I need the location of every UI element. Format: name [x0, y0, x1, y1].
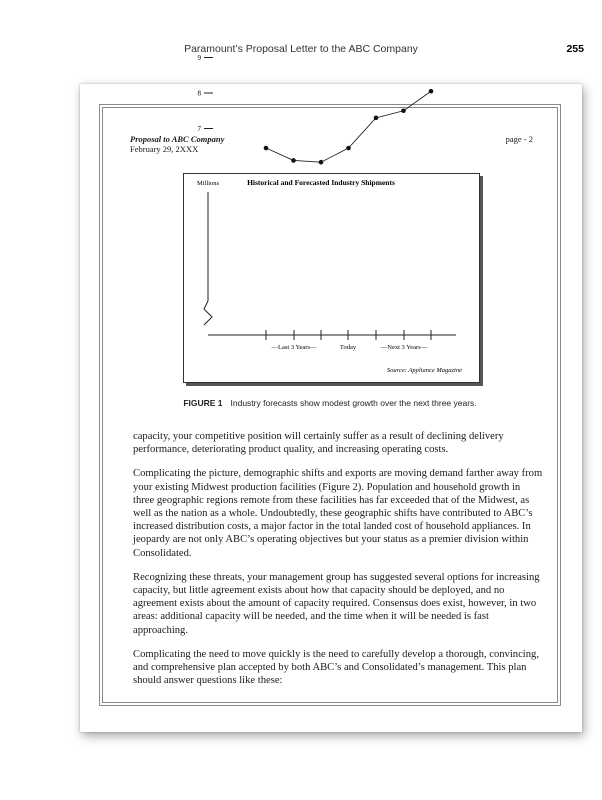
letter-page [80, 54, 582, 732]
x-tick-label: —Next 3 Years— [380, 344, 428, 351]
running-head [0, 43, 602, 59]
chart-title: Historical and Forecasted Industry Shipments [247, 178, 395, 187]
y-tick-label: 8 [197, 89, 201, 98]
chart-figure [183, 54, 480, 383]
y-tick-label: 7 [197, 125, 201, 133]
data-point [429, 89, 434, 94]
body-paragraph: Complicating the need to move quickly is the need to carefully develop a thorough, convincing, and comprehensive plan accepted by both ABC’s and Consolidated’s management. This plan should answer questions like these: [133, 648, 539, 687]
body-paragraph: Recognizing these threats, your management group has suggested several options for increasing capacity, but little agreement exists about how that capacity should be deployed, and no agreement exists about the amount of capacity required. Consensus does exist, however, in two areas: additional capacity will be needed, and the time when it will be needed is fast approaching. [133, 571, 540, 636]
chart-source: Source: Appliance Magazine [386, 367, 462, 374]
data-point [346, 146, 351, 151]
data-point [319, 160, 324, 165]
body-paragraph: Complicating the picture, demographic shifts and exports are moving demand farther away from your existing Midwest production facilities (Figure 2). Population and household growth in three geographic regions remote from these facilities has far exceeded that of the Midwest, as well as the nation as a whole. Undoubtedly, these geographic shifts have contributed to ABC’s increased distribution costs, a major factor in the total landed cost of household appliances. In jeopardy are not only ABC’s operating objectives but your status as a premier division within Consolidated. [133, 468, 543, 559]
x-tick-label: Today [339, 344, 357, 351]
memo-date: February 29, 2XXX [130, 144, 199, 154]
y-axis-break [204, 301, 212, 325]
memo-header [130, 134, 530, 154]
figure-caption-text: Industry forecasts show modest growth over the next three years. [230, 398, 477, 408]
data-point [291, 158, 296, 163]
page-number: 255 [566, 43, 584, 55]
letter-body [133, 430, 543, 698]
figure-label: FIGURE 1 [183, 398, 223, 408]
memo-page-label: page - 2 [505, 134, 533, 144]
data-point [374, 116, 379, 121]
x-tick-label: —Last 3 Years— [271, 344, 317, 351]
chart-ylabel: Millions [197, 180, 220, 187]
line-chart [184, 54, 479, 382]
memo-recipient: Proposal to ABC Company [130, 134, 225, 144]
body-paragraph: capacity, your competitive position will certainly suffer as a result of declining delivery performance, deteriorating product quality, and increasing operating costs. [133, 431, 504, 456]
running-head-title: Paramount’s Proposal Letter to the ABC Company [184, 43, 418, 55]
figure-caption [130, 398, 530, 408]
data-point [401, 108, 406, 113]
data-point [264, 146, 269, 151]
y-tick-label: 9 [197, 54, 201, 62]
